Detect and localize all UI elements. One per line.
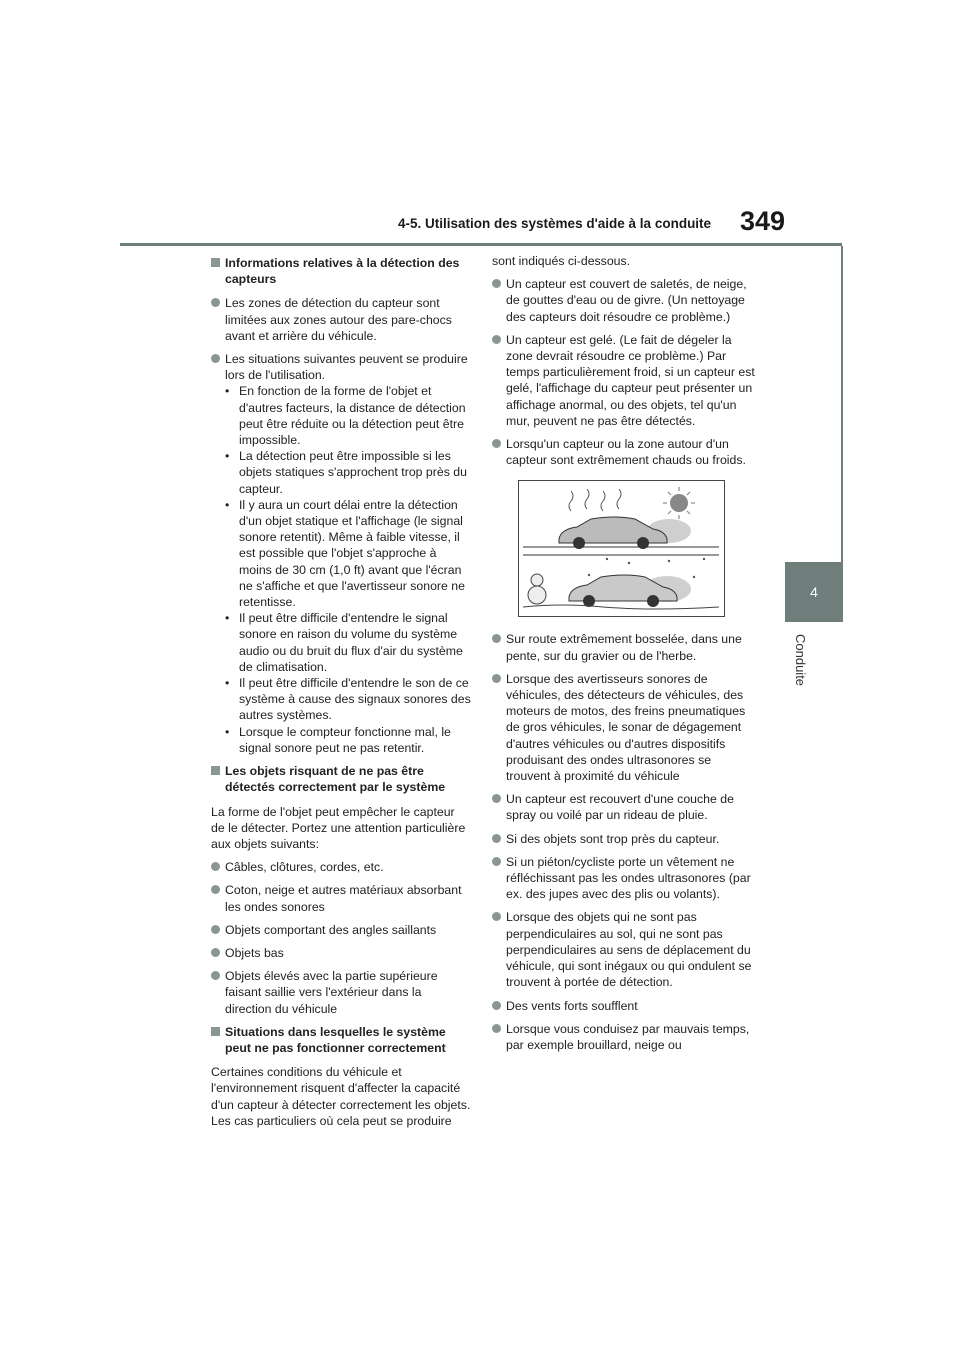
- dot-bullet-icon: [492, 439, 501, 448]
- snowman-icon: [528, 574, 546, 604]
- left-column: [211, 253, 471, 1136]
- heat-waves-icon: [569, 489, 621, 511]
- sub-item: • Lorsque le compteur fonctionne mal, le signal sonore peut ne pas retentir.: [225, 724, 451, 755]
- list-item: Un capteur est couvert de saletés, de neige, de gouttes d'eau ou de givre. (Un nettoyage des capteurs doit résoudre ce problème.): [492, 276, 757, 325]
- chapter-tab[interactable]: [785, 562, 843, 622]
- sub-item: • Il y aura un court délai entre la détection d'un objet statique et l'affichage (le signal sonore retentit). Même à faible vitesse, il est possible que l'objet s'approche à moins de 30 cm (1,0 ft) avant que l'écran ne s'affiche et que l'avertisseur sonore ne retentisse.: [225, 497, 465, 610]
- dot-bullet-icon: [492, 1001, 501, 1010]
- snow-ground-line: [523, 605, 719, 609]
- section-heading: Informations relatives à la détection des capteurs: [211, 255, 471, 287]
- list-item: Les zones de détection du capteur sont limitées aux zones autour des pare-chocs avant et arrière du véhicule.: [211, 295, 471, 344]
- dot-bullet-icon: [211, 971, 220, 980]
- dot-bullet-icon: [492, 912, 501, 921]
- dot-bullet-icon: [492, 857, 501, 866]
- dot-bullet-icon: [211, 885, 220, 894]
- illustration-svg: [519, 481, 724, 616]
- section-heading: Situations dans lesquelles le système peut ne pas fonctionner correctement: [211, 1024, 471, 1056]
- sub-item: • En fonction de la forme de l'objet et d'autres facteurs, la distance de détection peut être réduite ou la détection peut être impossible.: [225, 384, 466, 448]
- list-item: Des vents forts soufflent: [492, 998, 757, 1014]
- square-bullet-icon: [211, 1027, 220, 1036]
- paragraph: Certaines conditions du véhicule et l'environnement risquent d'affecter la capacité d'un capteur à détecter correctement les objets. Les cas particuliers où cela peut se produire: [211, 1065, 471, 1128]
- list-item: Les situations suivantes peuvent se produire lors de l'utilisation. • En fonction de la forme de l'objet et d'autres facteurs, la distance de détection peut être réduite ou la détection peut être impossible. • La détection peut être impossible si les objets statiques s'approchent trop près du capteur. • Il y aura un court délai entre la détection d'un objet statique et l'affichage (le signal sonore retentit). Même à faible vitesse, il est possible que l'objet s'approche à moins de 30 cm (1,0 ft) avant que l'écran ne s'affiche et que l'avertisseur sonore ne retentisse. • Il peut être difficile d'entendre le signal sonore en raison du volume du système audio ou du bruit du flux d'air du système de climatisation. • Il peut être difficile d'entendre le son de ce système à cause des signaux sonores des autres systèmes. • Lorsque le compteur fonctionne mal, le signal sonore peut ne pas retentir.: [211, 351, 471, 756]
- dot-bullet-icon: [211, 925, 220, 934]
- header-rule: [120, 243, 842, 246]
- list-item: Un capteur est gelé. (Le fait de dégeler la zone devrait résoudre ce problème.) Par temps particulièrement froid, si un capteur est gelé, l'affichage du capteur peut présenter un affichage anormal, ou des objets, tel qu'un mur, peuvent ne pas être détectés.: [492, 332, 757, 429]
- sub-item: • Il peut être difficile d'entendre le signal sonore en raison du volume du système audio ou du bruit du flux d'air du système de climatisation.: [225, 611, 463, 674]
- list-item: Lorsque des avertisseurs sonores de véhicules, des détecteurs de véhicules, des moteurs de motos, des freins pneumatiques de gros véhicules, le sonar de dégagement d'autres véhicules ou d'autres dispositifs produisant des ondes ultrasonores se trouvent à proximité du véhicule: [492, 671, 757, 784]
- page-number: 349: [740, 206, 786, 236]
- chapter-number: 4: [810, 584, 818, 600]
- list-item: Lorsqu'un capteur ou la zone autour d'un capteur sont extrêmement chauds ou froids.: [492, 436, 757, 468]
- list-item: Lorsque des objets qui ne sont pas perpendiculaires au sol, qui ne sont pas perpendiculaires au sens de déplacement du véhicule, qui sont inégaux ou qui ondulent se trouvent à portée de détection.: [492, 909, 757, 990]
- list-item: Sur route extrêmement bosselée, dans une pente, sur du gravier ou de l'herbe.: [492, 631, 757, 663]
- square-bullet-icon: [211, 766, 220, 775]
- list-item: Coton, neige et autres matériaux absorbant les ondes sonores: [211, 882, 471, 914]
- list-item: Objets comportant des angles saillants: [211, 922, 471, 938]
- dot-bullet-icon: [211, 948, 220, 957]
- paragraph: sont indiqués ci-dessous.: [492, 254, 631, 268]
- sub-item: • Il peut être difficile d'entendre le son de ce système à cause des signaux sonores des autres systèmes.: [225, 676, 471, 723]
- paragraph: La forme de l'objet peut empêcher le capteur de le détecter. Portez une attention particulière aux objets suivants:: [211, 804, 466, 851]
- right-column: [492, 253, 757, 1060]
- section-heading: Les objets risquant de ne pas être détectés correctement par le système: [211, 763, 471, 795]
- square-bullet-icon: [211, 258, 220, 267]
- list-item: Si un piéton/cycliste porte un vêtement ne réfléchissant pas les ondes ultrasonores (par ex. des jupes avec des plis ou volants).: [492, 854, 757, 903]
- dot-bullet-icon: [492, 834, 501, 843]
- snowflakes-icon: [588, 558, 705, 578]
- section-title: 4-5. Utilisation des systèmes d'aide à la conduite: [398, 216, 712, 231]
- list-item: Un capteur est recouvert d'une couche de spray ou voilé par un rideau de pluie.: [492, 791, 757, 823]
- list-item: Câbles, clôtures, cordes, etc.: [211, 859, 471, 875]
- sub-item: • La détection peut être impossible si les objets statiques s'approchent trop près du capteur.: [225, 449, 467, 496]
- dot-bullet-icon: [492, 335, 501, 344]
- car-hot-icon: [559, 517, 667, 549]
- sun-icon: [663, 487, 695, 519]
- dot-bullet-icon: [492, 794, 501, 803]
- dot-bullet-icon: [492, 674, 501, 683]
- dot-bullet-icon: [211, 354, 220, 363]
- side-rule: [841, 246, 843, 562]
- list-item: Lorsque vous conduisez par mauvais temps, par exemple brouillard, neige ou: [492, 1021, 757, 1053]
- dot-bullet-icon: [211, 862, 220, 871]
- dot-bullet-icon: [492, 1024, 501, 1033]
- dot-bullet-icon: [492, 634, 501, 643]
- sensor-conditions-illustration: [518, 480, 725, 617]
- dot-bullet-icon: [492, 279, 501, 288]
- list-item: Objets bas: [211, 945, 471, 961]
- list-item: Si des objets sont trop près du capteur.: [492, 831, 757, 847]
- chapter-label: Conduite: [793, 634, 808, 687]
- dot-bullet-icon: [211, 298, 220, 307]
- list-item: Objets élevés avec la partie supérieure faisant saillie vers l'extérieur dans la direction du véhicule: [211, 968, 471, 1017]
